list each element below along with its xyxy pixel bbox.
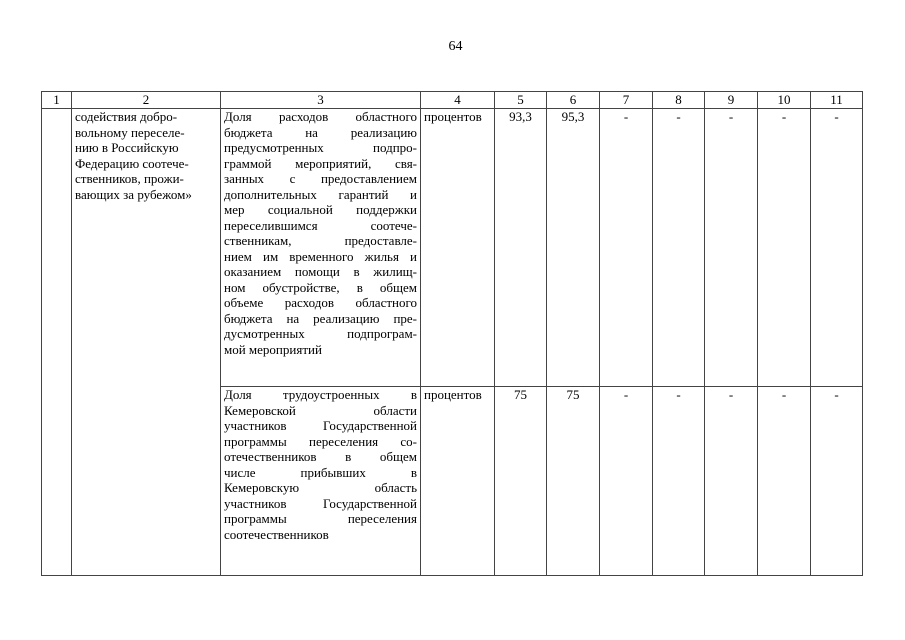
indicator-line: бюджета на реализацию пре- xyxy=(224,310,417,326)
value-col-9: - xyxy=(705,109,758,387)
indicator-line: мер социальной поддержки xyxy=(224,202,417,217)
indicator-line: дополнительных гарантий и xyxy=(224,186,417,202)
indicator-line: дусмотренных подпрограм- xyxy=(224,326,417,341)
value-col-11: - xyxy=(811,109,863,387)
indicator-line: программы переселения со- xyxy=(224,433,417,449)
indicator-line: ственникам, предоставле- xyxy=(224,233,417,248)
value-col-9: - xyxy=(705,387,758,576)
header-col-7: 7 xyxy=(600,92,653,109)
indicator-line: числе прибывших в xyxy=(224,464,417,480)
header-col-5: 5 xyxy=(495,92,547,109)
value-col-11: - xyxy=(811,387,863,576)
indicator-line: объеме расходов областного xyxy=(224,295,417,310)
program-name-line: содействия добро- xyxy=(75,109,178,124)
program-name-line: Федерацию соотече- xyxy=(75,155,189,171)
value-col-5: 93,3 xyxy=(495,109,547,387)
header-col-1: 1 xyxy=(42,92,72,109)
value-col-10: - xyxy=(758,387,811,576)
program-name-line: вающих за рубежом» xyxy=(75,186,192,202)
header-col-3: 3 xyxy=(221,92,421,109)
program-name-cell xyxy=(72,109,221,576)
value-col-6: 95,3 xyxy=(547,109,600,387)
indicator-line: граммой мероприятий, свя- xyxy=(224,155,417,171)
indicator-line: ном обустройстве, в общем xyxy=(224,279,417,295)
indicator-line: отечественников в общем xyxy=(224,449,417,464)
header-col-10: 10 xyxy=(758,92,811,109)
value-col-7: - xyxy=(600,387,653,576)
indicators-table xyxy=(41,91,863,576)
header-col-6: 6 xyxy=(547,92,600,109)
indicator-line: программы переселения xyxy=(224,511,417,526)
program-name-line: нию в Российскую xyxy=(75,140,179,155)
unit-cell: процентов xyxy=(421,387,495,576)
value-col-5: 75 xyxy=(495,387,547,576)
indicator-line: Кемеровской области xyxy=(224,402,417,418)
indicator-line: оказанием помощи в жилищ- xyxy=(224,264,417,279)
indicator-line: мой мероприятий xyxy=(224,341,322,357)
indicator-line: участников Государственной xyxy=(224,418,417,433)
unit-cell: процентов xyxy=(421,109,495,387)
indicator-line: Кемеровскую область xyxy=(224,480,417,495)
value-col-10: - xyxy=(758,109,811,387)
value-col-8: - xyxy=(653,387,705,576)
value-col-8: - xyxy=(653,109,705,387)
header-row xyxy=(42,92,863,109)
indicator-line: Доля трудоустроенных в xyxy=(224,387,417,402)
header-col-8: 8 xyxy=(653,92,705,109)
header-col-2: 2 xyxy=(72,92,221,109)
row-number-cell xyxy=(42,109,72,576)
indicator-cell xyxy=(221,387,421,576)
program-name-line: вольному переселе- xyxy=(75,124,185,140)
header-col-11: 11 xyxy=(811,92,863,109)
page-number: 64 xyxy=(448,39,463,54)
indicator-line: участников Государственной xyxy=(224,495,417,511)
indicator-line: бюджета на реализацию xyxy=(224,124,417,140)
header-col-4: 4 xyxy=(421,92,495,109)
value-col-7: - xyxy=(600,109,653,387)
indicator-line: соотечественников xyxy=(224,526,329,542)
table-row xyxy=(42,109,863,387)
indicator-line: занных с предоставлением xyxy=(224,171,417,186)
program-name-line: ственников, прожи- xyxy=(75,171,184,186)
value-col-6: 75 xyxy=(547,387,600,576)
header-col-9: 9 xyxy=(705,92,758,109)
indicator-line: переселившимся соотече- xyxy=(224,217,417,233)
indicator-line: предусмотренных подпро- xyxy=(224,140,417,155)
indicator-line: Доля расходов областного xyxy=(224,109,417,124)
indicator-line: нием им временного жилья и xyxy=(224,248,417,264)
indicator-cell xyxy=(221,109,421,387)
